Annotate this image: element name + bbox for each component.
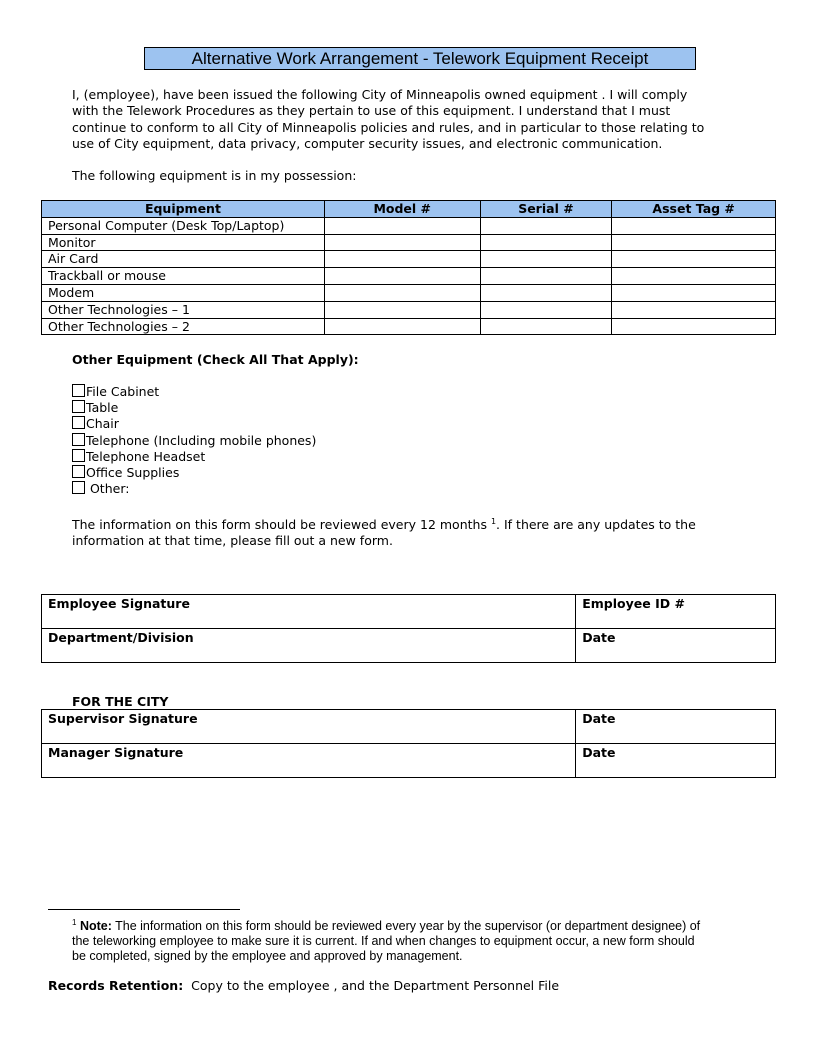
employee-signature-field[interactable] [42, 595, 576, 629]
checkbox-icon[interactable] [72, 449, 85, 462]
column-header-serial: Serial # [480, 201, 612, 218]
intro-line: use of City equipment, data privacy, computer security issues, and electronic communication. [72, 135, 663, 151]
supervisor-date-field[interactable] [576, 710, 776, 744]
footnote-text: be completed, signed by the employee and approved by management. [72, 949, 463, 964]
equipment-name: Modem [42, 284, 325, 301]
table-row [42, 268, 776, 285]
employee-id-label: Employee ID # [582, 596, 685, 611]
review-text: . If there are any updates to the [496, 517, 696, 533]
equipment-table [41, 200, 776, 335]
footnote-reference: 1 [490, 517, 497, 526]
equipment-table-header [42, 201, 776, 218]
asset-tag-cell[interactable] [612, 234, 776, 251]
footnote-text: the teleworking employee to make sure it is current. If and when changes to equipment occur, a new form should [72, 934, 695, 949]
intro-line: I, (employee), have been issued the following City of Minneapolis owned equipment . I will comply [72, 87, 688, 102]
model-cell[interactable] [324, 284, 480, 301]
date-label: Date [582, 745, 616, 760]
column-header-model: Model # [324, 201, 480, 218]
asset-tag-cell[interactable] [612, 251, 776, 268]
serial-cell[interactable] [480, 217, 612, 234]
records-retention-label: Records Retention: [48, 978, 184, 993]
equipment-name: Other Technologies – 1 [42, 301, 325, 318]
equipment-name: Personal Computer (Desk Top/Laptop) [42, 217, 325, 234]
for-the-city-heading: FOR THE CITY [72, 694, 169, 709]
checkbox-file-cabinet[interactable] [72, 384, 159, 400]
supervisor-signature-label: Supervisor Signature [48, 711, 198, 726]
serial-cell[interactable] [480, 318, 612, 335]
checkbox-label: Chair [86, 416, 119, 431]
supervisor-signature-field[interactable] [42, 710, 576, 744]
asset-tag-cell[interactable] [612, 217, 776, 234]
checkbox-icon[interactable] [72, 481, 85, 494]
department-field[interactable] [42, 629, 576, 663]
asset-tag-cell[interactable] [612, 284, 776, 301]
employee-signature-table [41, 594, 776, 663]
possession-statement: The following equipment is in my possession: [72, 168, 357, 183]
serial-cell[interactable] [480, 251, 612, 268]
checkbox-chair[interactable] [72, 416, 119, 432]
checkbox-label: File Cabinet [86, 384, 160, 399]
table-row [42, 318, 776, 335]
checkbox-label: Other: [86, 481, 130, 496]
column-header-equipment: Equipment [42, 201, 325, 218]
manager-date-field[interactable] [576, 744, 776, 778]
checkbox-icon[interactable] [72, 400, 85, 413]
checkbox-telephone-headset[interactable] [72, 449, 205, 465]
table-row [42, 284, 776, 301]
manager-signature-field[interactable] [42, 744, 576, 778]
employee-signature-label: Employee Signature [48, 596, 190, 611]
equipment-name: Other Technologies – 2 [42, 318, 325, 335]
model-cell[interactable] [324, 217, 480, 234]
checkbox-label: Office Supplies [86, 465, 180, 480]
checkbox-icon[interactable] [72, 433, 85, 446]
table-row [42, 301, 776, 318]
table-row [42, 217, 776, 234]
intro-paragraph [72, 87, 772, 152]
date-label: Date [582, 711, 616, 726]
checkbox-icon[interactable] [72, 384, 85, 397]
date-label: Date [582, 630, 616, 645]
serial-cell[interactable] [480, 234, 612, 251]
checkbox-label: Table [86, 400, 119, 415]
checkbox-label: Telephone (Including mobile phones) [86, 433, 317, 448]
footnote-text: The information on this form should be reviewed every year by the supervisor (or department designee) of [111, 919, 701, 934]
checkbox-other[interactable] [72, 481, 129, 497]
asset-tag-cell[interactable] [612, 268, 776, 285]
city-signature-table [41, 709, 776, 778]
column-header-asset-tag: Asset Tag # [612, 201, 776, 218]
equipment-name: Trackball or mouse [42, 268, 325, 285]
department-label: Department/Division [48, 630, 194, 645]
review-statement [72, 514, 772, 550]
model-cell[interactable] [324, 318, 480, 335]
records-retention [48, 978, 559, 993]
checkbox-icon[interactable] [72, 465, 85, 478]
employee-id-field[interactable] [576, 595, 776, 629]
records-retention-text: Copy to the employee , and the Department Personnel File [183, 978, 560, 993]
manager-signature-label: Manager Signature [48, 745, 184, 760]
footnote-divider [48, 909, 240, 910]
form-title: Alternative Work Arrangement - Telework Equipment Receipt [144, 47, 696, 70]
footnote-label: Note: [79, 919, 112, 934]
review-text: information at that time, please fill out a new form. [72, 533, 393, 549]
asset-tag-cell[interactable] [612, 318, 776, 335]
checkbox-office-supplies[interactable] [72, 465, 179, 481]
intro-line: with the Telework Procedures as they pertain to use of this equipment. I understand that I must [72, 103, 671, 119]
model-cell[interactable] [324, 301, 480, 318]
serial-cell[interactable] [480, 301, 612, 318]
checkbox-table[interactable] [72, 400, 118, 416]
model-cell[interactable] [324, 268, 480, 285]
footnote-mark: 1 [72, 918, 77, 927]
table-row [42, 251, 776, 268]
serial-cell[interactable] [480, 284, 612, 301]
equipment-name: Air Card [42, 251, 325, 268]
checkbox-label: Telephone Headset [86, 449, 206, 464]
review-text: The information on this form should be reviewed every 12 months [72, 517, 491, 533]
checkbox-telephone[interactable] [72, 433, 316, 449]
asset-tag-cell[interactable] [612, 301, 776, 318]
other-equipment-heading: Other Equipment (Check All That Apply): [72, 352, 359, 367]
model-cell[interactable] [324, 251, 480, 268]
model-cell[interactable] [324, 234, 480, 251]
employee-date-field[interactable] [576, 629, 776, 663]
table-row [42, 234, 776, 251]
intro-line: continue to conform to all City of Minneapolis policies and rules, and in particular to those relating to [72, 119, 705, 135]
serial-cell[interactable] [480, 268, 612, 285]
equipment-name: Monitor [42, 234, 325, 251]
footnote [72, 915, 782, 964]
checkbox-icon[interactable] [72, 416, 85, 429]
